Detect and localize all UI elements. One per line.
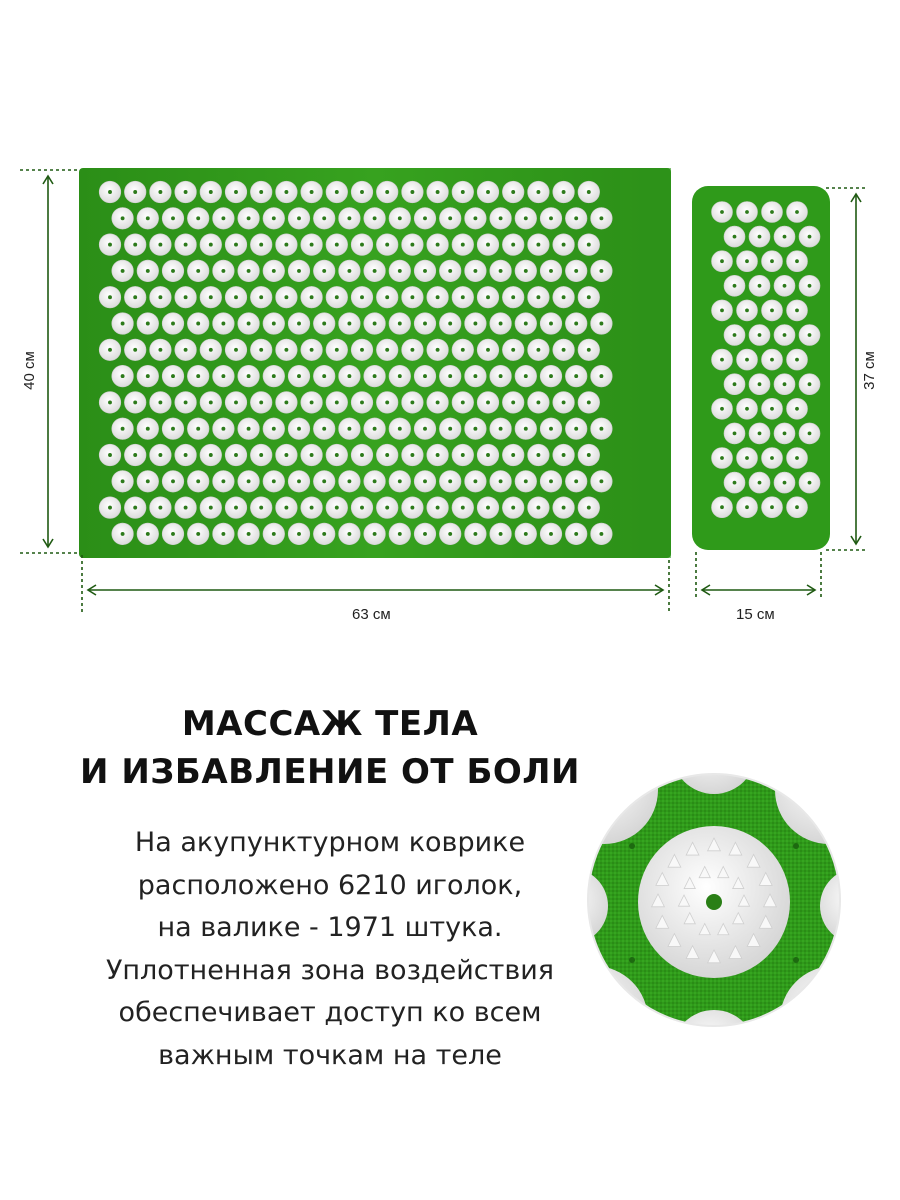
description-text <box>60 822 600 1078</box>
headline-line-1: МАССАЖ ТЕЛА <box>181 704 479 744</box>
spike-closeup-image <box>584 770 844 1030</box>
description-line: расположено 6210 иголок, <box>137 869 523 901</box>
description-line: на валике - 1971 штука. <box>157 912 503 944</box>
description-line: На акупунктурном коврике <box>134 827 526 858</box>
mat-width-label: 63 см <box>352 606 391 623</box>
roller-height-label: 37 см <box>860 351 878 390</box>
description-line: Уплотненная зона воздействия <box>105 954 555 986</box>
mat-height-label: 40 см <box>20 351 38 390</box>
roller-width-label: 15 см <box>736 606 775 623</box>
headline <box>30 700 630 796</box>
headline-line-2: И ИЗБАВЛЕНИЕ ОТ БОЛИ <box>80 752 580 792</box>
description-line: обеспечивает доступ ко всем <box>118 997 542 1029</box>
description-line: важным точкам на теле <box>158 1039 502 1071</box>
